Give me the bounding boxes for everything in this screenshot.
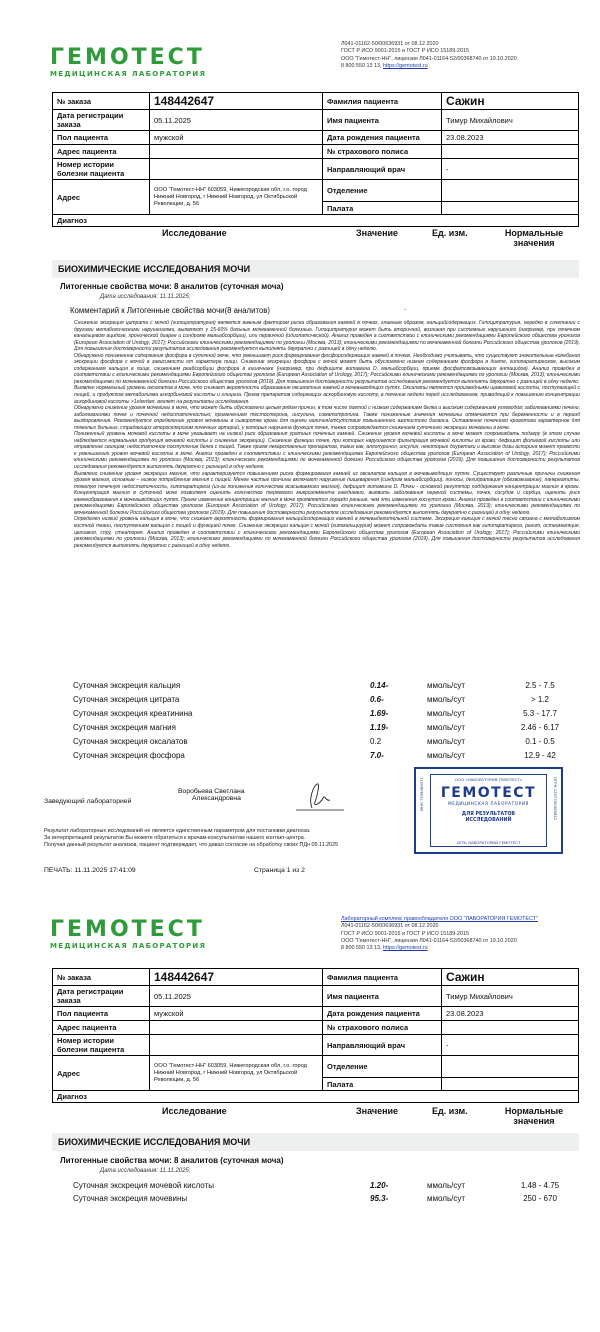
lab-complex-link[interactable]: Лабораторный комплекс правообладателя ООО "ЛАБОРАТОРИЯ ГЕМОТЕСТ" <box>341 916 538 922</box>
section-title: БИОХИМИЧЕСКИЕ ИССЛЕДОВАНИЯ МОЧИ <box>52 1133 579 1151</box>
policy-value <box>442 145 579 159</box>
addr-label: Адрес <box>53 180 150 215</box>
lab-stamp <box>414 767 563 854</box>
patient-address-label: Адрес пациента <box>53 1021 150 1035</box>
patient-name: Тимур Михайлович <box>442 986 579 1007</box>
col-norm-header <box>498 1106 570 1126</box>
result-row <box>60 709 580 721</box>
patient-address-value <box>150 1021 323 1035</box>
logo-subtitle: МЕДИЦИНСКАЯ ЛАБОРАТОРИЯ <box>50 942 207 950</box>
lab-info-contacts <box>341 945 538 952</box>
disclaimer <box>44 828 338 848</box>
doctor-label: Направляющий врач <box>323 159 442 180</box>
result-row <box>60 751 580 763</box>
head-role: Заведующий лабораторией <box>44 798 132 805</box>
history-value <box>150 1035 323 1056</box>
surname-label: Фамилия пациента <box>323 93 442 110</box>
analyte-name: Суточная экскреция мочевины <box>73 1194 188 1203</box>
comment-paragraph: Обнаружено снижение уровня мочевины в моче, что может быть обусловлено целым рядом причин, в том числе диетой с низким содержанием белка и высоким содержанием углеводов; заболеваниями печени; заболеваниями почек и почечной недостаточностью; применением тестостерона, инсулина, соматотропина. Также пониженные значения мочевины отмечаются при беременности и в период выздоровления. Рекомендуется определение уровня мочевины в сыворотке крови для оценки наличия/отсутствия повышенного азотистого баланса. Оставление почечного кровотока характерное для тяжелых больных, страдающих атеросклерозом почечных артерий, у которых нарушена функция почек, также сопровождается снижением суточного экскреции мочевины в моче. <box>74 405 580 431</box>
test-name: Литогенные свойства мочи: 8 аналитов (суточная моча) <box>60 1156 284 1165</box>
analyte-value: 1.20- <box>370 1181 389 1190</box>
analyte-range: 12.9 - 42 <box>524 751 556 760</box>
comment-paragraph: Снижение экскреция цитрата с мочой (гипоцитратурия) является важным фактором риска образования камней в почках, главным образом, кальцийсодержащих. Гипоцитратурия, нередко в сочетании с другими метаболическими нарушениями, выявляют у 15-60% больных мочекаменной болезнью. Гипоцитратурия может быть вторичной, возникая при системных нарушениях (например, при почечном канальцевом ацидозе, хронической диарее и синдроме мальабсорбции), или первичной (идиопатической). Анализ проведен в соответствии с клиническими рекомендациями Европейского общества урологов (European Association of Urology, 2017); Российскими клиническими рекомендациями по урологии (Москва, 2013); клиническими рекомендациями по мочекаменной болезни Российского общества урологов (2019). Для повышения достоверности результатов исследования рекомендуется выполнять двукратно с разницей в одну неделю. <box>74 320 580 353</box>
stamp-doc-line2: ИССЛЕДОВАНИЙ <box>465 818 512 823</box>
disclaimer-line: Результат лабораторных исследований не является единственным параметром для постановки диагноза. <box>44 828 311 834</box>
lab-phone: 8 800 550 13 13, <box>341 945 383 952</box>
comment-paragraph: Выявлен нормальный уровень оксалатов в моче, что снижает вероятность образования оксалатных камней в мочевыводящих путях. Оксалаты являются производными щавелевой кислоты, поступающей с пищей, и продуктом метаболизма аскорбиновой кислоты и глицина. Прием препаратов содержащих аскорбиновую кислоту, в течение недели перед исследованием, приводящий к повышению концентрации аскорбиновой кислоты >1г/мл/мл, влияет на результаты исследования. <box>74 385 580 405</box>
comment-paragraph: Выявлено снижение уровня экскреции магния, что характеризуется повышением риска формирования камней из оксалатов кальция в мочевыводящих путях. Существует различные причины снижения уровня магния, основные – низкое потребление магния с пищей. Менее частые причины включают нарушение пищеварения (синдром мальабсорбции), поносы, дегидратация (обезвоживание), панкреатиты, тяжелую почечную недостаточность, гипопаратиреоз (из-за понижения количества всасываемого магния), дефицит витамина D. Почки - основной регулятор поддержания концентрации магния в крови. Концентрация магния в суточной моче позволяет оценить количество теряемого микроэлемента ежедневно, выявить заболевания нервной системы, почек, сосудов и сердца, оценить риск камнеобразования в мочевыводящих путях. Прием изменение концентрации магния в моче проявляется гораздо раньше, чем эти изменения коснутся крови. Анализ проведен в соответствии с клиническими рекомендациями Европейского общества урологов (European Association of Urology, 2017); Российскими клиническими рекомендациями по урологии (Москва, 2013); клиническими рекомендациями по мочекаменной болезни Российского общества урологов (2019). Для повышения достоверности результатов исследования рекомендуется выполнять двукратно с разницей в одну неделю. <box>74 470 580 516</box>
stamp-ogrn: ОГРН 1207700305842 <box>553 777 558 821</box>
analyte-range: 2.5 - 7.5 <box>525 681 555 690</box>
diagnosis-label: Диагноз <box>53 1091 579 1103</box>
birth-label: Дата рождения пациента <box>323 131 442 145</box>
comment-dot: . <box>404 303 407 312</box>
patient-address-label: Адрес пациента <box>53 145 150 159</box>
stamp-top-text: ООО «ЛАБОРАТОРИЯ ГЕМОТЕСТ» <box>454 777 523 782</box>
disclaimer-line: Получая данный результат анализов, пациент подтверждает, что давал согласие на обработку своих ПДн 05.11.2025 <box>44 841 339 848</box>
sex-value: мужской <box>150 1007 323 1021</box>
order-number: 148442647 <box>150 93 323 110</box>
reg-date-label: Дата регистрации заказа <box>53 986 150 1007</box>
doctor-label: Направляющий врач <box>323 1035 442 1056</box>
ward-label: Палата <box>323 202 442 215</box>
lab-info-contacts <box>341 63 517 70</box>
dept-label: Отделение <box>323 180 442 202</box>
norm-header-line2: значения <box>513 1116 555 1126</box>
analyte-name: Суточная экскреция цитрата <box>73 695 180 704</box>
lab-phone: 8 800 550 13 13, <box>341 62 383 69</box>
order-label: № заказа <box>53 969 150 986</box>
analyte-value: 0.14- <box>370 681 389 690</box>
norm-header-line1: Нормальные <box>504 1106 564 1116</box>
section-title: БИОХИМИЧЕСКИЕ ИССЛЕДОВАНИЯ МОЧИ <box>52 260 579 278</box>
analyte-unit: ммоль/сут <box>427 1194 465 1203</box>
head-name-line2: Александровна <box>192 795 241 802</box>
sex-label: Пол пациента <box>53 1007 150 1021</box>
col-unit-header: Ед. изм. <box>432 228 468 238</box>
name-label: Имя пациента <box>323 110 442 131</box>
reg-date-label: Дата регистрации заказа <box>53 110 150 131</box>
analyte-range: 1.48 - 4.75 <box>520 1181 560 1190</box>
analyte-name: Суточная экскреция креатинина <box>73 709 193 718</box>
gemotest-logo <box>50 919 206 950</box>
policy-value <box>442 1021 579 1035</box>
lab-info-line: ГОСТ Р ИСО 9001-2015 и ГОСТ Р ИСО 15189-2015 <box>341 48 470 55</box>
analyte-name: Суточная экскреция фосфора <box>73 751 185 760</box>
result-row <box>60 1181 580 1193</box>
comment-paragraph: Обнаружено пониженное содержание фосфора в суточной моче, что уменьшает риск формирования фосфорсодержащих камней в почках. Необходимо учитывать, что существуют значительные колебания экскреции фосфора с мочой в зависимости от характера пищи. Снижение экскреции фосфора с мочой может быть обусловлено низким содержанием фосфора в диете, гипопаратиреозом, высоким содержанием кальция в пище, снижением реабсорбции фосфора в кишечнике (например, при дефиците витамина D, мальабсорбции, приеме фосфатсвязывающих антацидов). Анализ проведен в соответствии с клиническими рекомендациями Европейского общества урологов (European Association of Urology, 2017); Российскими клиническими рекомендациями по урологии (Москва, 2013); клиническими рекомендациями по мочекаменной болезни Российского общества урологов (2019). Для повышения достоверности результатов исследования рекомендуется выполнять двукратно с разницей в одну неделю. <box>74 352 580 385</box>
dept-label: Отделение <box>323 1056 442 1078</box>
comment-paragraph: Определен низкий уровень кальция в моче, что снижает вероятность формирования кальцийсодержащих камней в мочевыделительной системе. Экскреция кальция с мочой тесно связана с метаболизмом костной ткани, поступлением кальция с пищей и функцией почек. Снижение экскреции кальция с мочой (гипокальциурия) может сопровождать такие состояния как гипопаратиреоз, рахит, остеомаляция, целиакия, спру, стеаторея. Анализ проведен в соответствии с клиническими рекомендациями Европейского общества урологов (European Association of Urology, 2017); Российскими клиническими рекомендациями по урологии (Москва, 2013); клиническими рекомендациями по мочекаменной болезни Российского общества урологов (2019). Для повышения достоверности результатов исследования рекомендуется выполнять двукратно с разницей в одну неделю. <box>74 516 580 549</box>
norm-header-line1: Нормальные <box>504 228 564 238</box>
analyte-unit: ммоль/сут <box>427 709 465 718</box>
lab-website-link[interactable]: https://gemotest.ru <box>382 945 428 952</box>
col-study-header: Исследование <box>162 1106 227 1116</box>
logo-subtitle: МЕДИЦИНСКАЯ ЛАБОРАТОРИЯ <box>50 70 207 78</box>
lab-info <box>341 41 517 70</box>
col-study-header: Исследование <box>162 228 227 238</box>
history-label: Номер истории болезни пациента <box>53 1035 150 1056</box>
policy-label: № страхового полиса <box>323 1021 442 1035</box>
analyte-name: Суточная экскреция кальция <box>73 681 181 690</box>
comment-title: Комментарий к Литогенные свойства мочи(8 аналитов) <box>70 306 271 315</box>
patient-surname: Сажин <box>442 969 579 986</box>
analyte-value: 95.3- <box>370 1194 389 1203</box>
col-unit-header: Ед. изм. <box>432 1106 468 1116</box>
ward-value <box>442 1078 579 1091</box>
history-value <box>150 159 323 180</box>
analyte-value: 1.69- <box>370 709 389 718</box>
result-row <box>60 1194 580 1206</box>
sex-label: Пол пациента <box>53 131 150 145</box>
test-name: Литогенные свойства мочи: 8 аналитов (суточная моча) <box>60 282 284 291</box>
analyte-unit: ммоль/сут <box>427 737 465 746</box>
patient-name: Тимур Михайлович <box>442 110 579 131</box>
lab-info-line: ГОСТ Р ИСО 9001-2015 и ГОСТ Р ИСО 15189-2015 <box>341 930 470 937</box>
test-date: Дата исследования: 11.11.2025; <box>100 1168 191 1174</box>
analyte-name: Суточная экскреция мочевой кислоты <box>73 1181 214 1190</box>
patient-address-value <box>150 145 323 159</box>
diagnosis-label: Диагноз <box>53 215 579 227</box>
analyte-range: 2.46 - 6.17 <box>520 723 560 732</box>
result-row <box>60 681 580 693</box>
analyte-unit: ммоль/сут <box>427 723 465 732</box>
dept-value <box>442 180 579 202</box>
analyte-unit: ммоль/сут <box>427 751 465 760</box>
result-row <box>60 695 580 707</box>
head-name <box>178 788 245 802</box>
doctor-value: - <box>442 1035 579 1056</box>
logo-text: ГЕМОТЕСТ <box>50 917 205 942</box>
order-number: 148442647 <box>150 969 323 986</box>
analyte-range: 0.1 - 0.5 <box>525 737 555 746</box>
analyte-value: 7.0- <box>370 751 384 760</box>
col-value-header: Значение <box>356 1106 399 1116</box>
policy-label: № страхового полиса <box>323 145 442 159</box>
disclaimer-line: За интерпретацией результатов Вы можете обратиться к врачам-консультантам нашего контакт-центра. <box>44 834 306 841</box>
reg-date-value: 05.11.2025 <box>150 986 323 1007</box>
result-row <box>60 723 580 735</box>
analyte-range: > 1.2 <box>530 695 549 704</box>
birth-value: 23.08.2023 <box>442 1007 579 1021</box>
result-row <box>60 737 580 749</box>
analyte-name: Суточная экскреция магния <box>73 723 176 732</box>
comment-paragraph: Пониженный уровень мочевой кислоты в моче указывает на низкий риск образования уратных почечных камней. Снижение уровня мочевой кислоты в моче может сопровождать подагру (в этом случае наблюдается нормальная продукция мочевой кислоты и снижение экскреции). Снижение функции почек, при которых нарушается фильтрация мочевой кислоты из крови; дефицит фолиевой кислоты или отравление свинцом; недостаточное поступление белка с пищей. Также прием лекарственных препаратов, таких как, аллопуринол, инсулин, некоторые диуретики и высокие дозы аспирина может привести к уменьшению уровня мочевой кислоты в моче. Анализ проведен в соответствии с клиническими рекомендациями Европейского общества урологов (European Association of Urology, 2017); Российскими клиническими рекомендациями по урологии (Москва, 2013); клиническими рекомендациями по мочекаменной болезни Российского общества урологов (2019). Для повышения достоверности результатов исследования рекомендуется выполнять двукратно с разницей в одну неделю. <box>74 431 580 471</box>
interpretation-comment <box>74 320 580 678</box>
analyte-value: 0.2 <box>370 737 382 746</box>
patient-info-table <box>52 968 579 1103</box>
col-value-header: Значение <box>356 228 399 238</box>
patient-info-table <box>52 92 579 227</box>
analyte-range: 5.3 - 17.7 <box>523 709 557 718</box>
analyte-value: 1.19- <box>370 723 389 732</box>
norm-header-line2: значения <box>513 238 555 248</box>
birth-label: Дата рождения пациента <box>323 1007 442 1021</box>
lab-info-line: ООО "Гемотест-НН", лицензия Л041-01164-52/00368740 от 19.10.2020 <box>341 937 517 944</box>
patient-surname: Сажин <box>442 93 579 110</box>
dept-value <box>442 1056 579 1078</box>
report-page-2 <box>0 900 600 1332</box>
head-name-line1: Воробьева Светлана <box>178 788 245 795</box>
analyte-unit: ммоль/сут <box>427 681 465 690</box>
stamp-bottom-text: СЕТЬ ЛАБОРАТОРИЙ ГЕМОТЕСТ <box>456 840 521 845</box>
lab-info <box>341 916 538 952</box>
surname-label: Фамилия пациента <box>323 969 442 986</box>
analyte-value: 0.6- <box>370 695 384 704</box>
name-label: Имя пациента <box>323 986 442 1007</box>
doctor-value: - <box>442 159 579 180</box>
history-label: Номер истории болезни пациента <box>53 159 150 180</box>
lab-info-line: ООО "Гемотест-НН", лицензия Л041-01164-52/00368740 от 19.10.2020 <box>341 55 517 62</box>
lab-info-line: Л041-01162-50/00636931 от 08.12.2020 <box>341 923 439 930</box>
ward-label: Палата <box>323 1078 442 1091</box>
stamp-inner <box>430 774 547 847</box>
addr-label: Адрес <box>53 1056 150 1091</box>
gemotest-logo <box>50 47 206 78</box>
test-date: Дата исследования: 11.11.2025; <box>100 294 191 300</box>
birth-value: 23.08.2023 <box>442 131 579 145</box>
reg-date-value: 05.11.2025 <box>150 110 323 131</box>
stamp-subtitle: МЕДИЦИНСКАЯ ЛАБОРАТОРИЯ <box>448 801 529 806</box>
analyte-unit: ммоль/сут <box>427 695 465 704</box>
col-norm-header <box>498 228 570 248</box>
logo-text: ГЕМОТЕСТ <box>50 45 205 70</box>
analyte-range: 250 - 670 <box>523 1194 557 1203</box>
analyte-name: Суточная экскреция оксалатов <box>73 737 188 746</box>
sex-value: мужской <box>150 131 323 145</box>
addr-value: ООО "Гемотест-НН" 603059, Нижегородская обл, г.о. город Нижний Новгород, г Нижний Новгород, ул Октябрьской Революции, д. 56 <box>150 180 323 215</box>
page-number: Страница 1 из 2 <box>254 867 305 874</box>
stamp-brand: ГЕМОТЕСТ <box>440 785 537 801</box>
order-label: № заказа <box>53 93 150 110</box>
lab-info-line: Л041-01162-50/00636931 от 08.12.2020 <box>341 41 439 47</box>
stamp-inn: ИНН 7708389371 <box>419 777 424 811</box>
handwritten-signature <box>290 780 350 814</box>
stamp-doc-line1: ДЛЯ РЕЗУЛЬТАТОВ <box>461 812 516 817</box>
lab-info-line <box>341 916 538 923</box>
addr-value: ООО "Гемотест-НН" 603059, Нижегородская обл, г.о. город Нижний Новгород, г Нижний Новгород, ул Октябрьской Революции, д. 56 <box>150 1056 323 1091</box>
analyte-unit: ммоль/сут <box>427 1181 465 1190</box>
ward-value <box>442 202 579 215</box>
print-timestamp: ПЕЧАТЬ: 11.11.2025 17:41:09 <box>44 867 136 874</box>
lab-website-link[interactable]: https://gemotest.ru <box>382 62 428 69</box>
